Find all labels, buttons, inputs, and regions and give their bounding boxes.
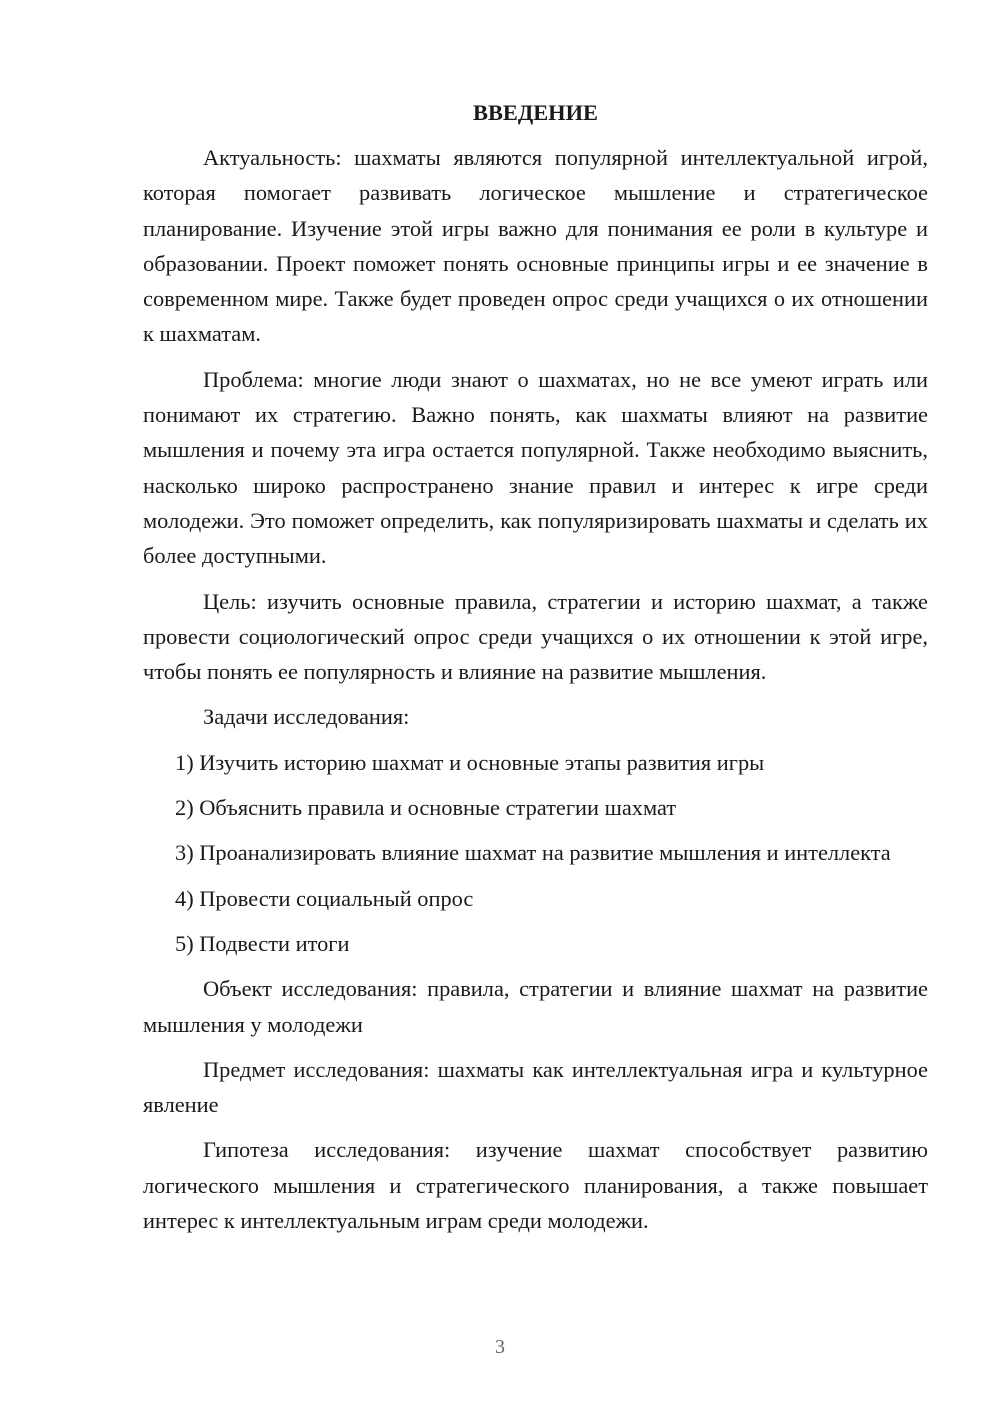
page-title: ВВЕДЕНИЕ	[473, 100, 598, 125]
problem-paragraph: Проблема: многие люди знают о шахматах, но не все умеют играть или понимают их стратегию. Важно понять, как шахматы влияют на развитие мышления и почему эта игра остается популярной. Также необходимо выяснить, насколько широко распространено знание правил и интерес к игре среди молодежи. Это поможет определить, как популяризировать шахматы и сделать их более доступными.	[143, 366, 928, 569]
task-item: 5) Подвести итоги	[175, 930, 350, 956]
task-item: 1) Изучить историю шахмат и основные этапы развития игры	[175, 749, 765, 775]
tasks-list	[143, 745, 928, 961]
relevance-paragraph: Актуальность: шахматы являются популярной интеллектуальной игрой, которая помогает развивать логическое мышление и стратегическое планирование. Изучение этой игры важно для понимания ее роли в культуре и образовании. Проект поможет понять основные принципы игры и ее значение в современном мире. Также будет проведен опрос среди учащихся о их отношении к шахматам.	[143, 145, 928, 347]
hypothesis-paragraph: Гипотеза исследования: изучение шахмат способствует развитию логического мышления и стратегического планирования, а также повышает интерес к интеллектуальным играм среди молодежи.	[143, 1137, 928, 1234]
object-paragraph: Объект исследования: правила, стратегии и влияние шахмат на развитие мышления у молодежи	[143, 976, 928, 1037]
tasks-heading: Задачи исследования:	[203, 704, 410, 730]
page-content	[143, 95, 928, 1248]
task-item: 3) Проанализировать влияние шахмат на развитие мышления и интеллекта	[175, 840, 891, 866]
goal-paragraph: Цель: изучить основные правила, стратегии и историю шахмат, а также провести социологический опрос среди учащихся о их отношении к этой игре, чтобы понять ее популярность и влияние на развитие мышления.	[143, 588, 928, 685]
subject-paragraph: Предмет исследования: шахматы как интеллектуальная игра и культурное явление	[143, 1056, 928, 1118]
page-number: 3	[495, 1336, 505, 1358]
task-item: 2) Объяснить правила и основные стратегии шахмат	[175, 795, 677, 821]
task-item: 4) Провести социальный опрос	[175, 885, 474, 911]
